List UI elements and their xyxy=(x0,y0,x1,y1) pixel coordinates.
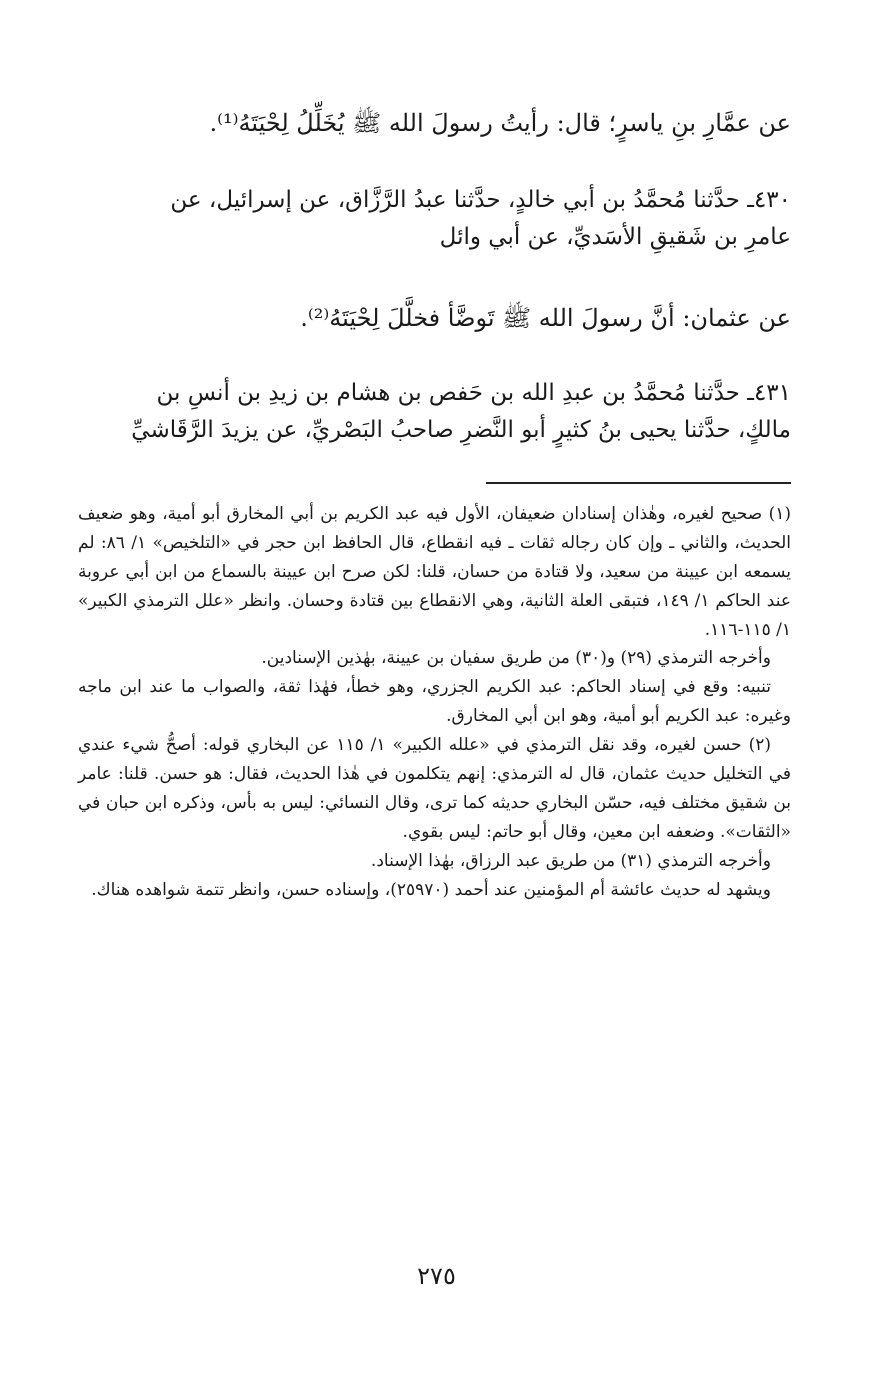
footnote-1-takhrij: وأخرجه الترمذي (٢٩) و(٣٠) من طريق سفيان بن عيينة، بهٰذين الإسنادين. xyxy=(261,648,771,669)
hadith-431-isnad xyxy=(78,375,791,449)
hadith-429-matn xyxy=(78,104,791,142)
text-line: عن عمَّارِ بنِ ياسرٍ؛ قال: رأيتُ رسولَ الله ﷺ يُخَلِّلُ لِحْيَتَهُ⁽¹⁾. xyxy=(209,109,791,137)
text-line: ٤٣٠ـ حدَّثنا مُحمَّدُ بن أبي خالدٍ، حدَّثنا عبدُ الرَّزَّاق، عن إسرائيل، عن xyxy=(170,187,791,213)
hadith-430-isnad xyxy=(78,182,791,256)
text-line: مالكٍ، حدَّثنا يحيى بنُ كثيرٍ أبو النَّضرِ صاحبُ البَصْريِّ، عن يزيدَ الرَّقَاشيِّ xyxy=(131,416,791,443)
footnote-2-shahid: ويشهد له حديث عائشة أم المؤمنين عند أحمد (٢٥٩٧٠)، وإسناده حسن، وانظر تتمة شواهده هناك. xyxy=(91,879,771,900)
footnote-1-note: تنبيه: وقع في إسناد الحاكم: عبد الكريم الجزري، وهو خطأ، فهٰذا ثقة، والصواب ما عند ابن ماجه وغيره: عبد الكريم أبو أمية، وهو ابن أبي المخارق. xyxy=(78,677,791,727)
footnote-2-takhrij: وأخرجه الترمذي (٣١) من طريق عبد الرزاق، بهٰذا الإسناد. xyxy=(370,850,771,871)
footnote-2: (٢) حسن لغيره، وقد نقل الترمذي في «علله الكبير» ١/ ١١٥ عن البخاري قوله: أصحُّ شيء عندي في التخليل حديث عثمان، قال له الترمذي: إنهم يتكلمون في هٰذا الحديث، فقال: هو حسن. قلنا: عامر بن شقيق مختلف فيه، حسّن البخاري حديثه كما ترى، وقال النسائي: ليس به بأس، وذكره ابن حبان في «الثقات». وضعفه ابن معين، وقال أبو حاتم: ليس بقوي. xyxy=(78,735,791,842)
page-number: ٢٧٥ xyxy=(417,1262,456,1290)
footnote-1: (١) صحيح لغيره، وهٰذان إسنادان ضعيفان، الأول فيه عبد الكريم بن أبي المخارق أبو أمية، وهو ضعيف الحديث، والثاني ـ وإن كان رجاله ثقات ـ فيه انقطاع، قال الحافظ ابن حجر في «التلخيص» ١/ ٨٦: لم يسمعه ابن عيينة من سعيد، ولا قتادة من حسان، قلنا: لكن صرح ابن عيينة بالسماع من ابن أبي عروبة عند الحاكم ١/ ١٤٩، فتبقى العلة الثانية، وهي الانقطاع بين قتادة وحسان. وانظر «علل الترمذي الكبير» ١/ ١١٥-١١٦. xyxy=(78,504,792,640)
hadith-430-matn xyxy=(78,299,791,337)
text-line: ٤٣١ـ حدَّثنا مُحمَّدُ بن عبدِ الله بن حَفص بن هشام بن زيدِ بن أنسِ بن xyxy=(156,380,791,406)
footnotes xyxy=(78,500,791,904)
footnote-separator xyxy=(486,482,791,484)
text-line: عن عثمان: أنَّ رسولَ الله ﷺ تَوضَّأ فخلَّلَ لِحْيَتَهُ⁽²⁾. xyxy=(300,304,791,332)
text-line: عامرِ بن شَقيقِ الأسَديِّ، عن أبي وائل xyxy=(439,223,791,250)
